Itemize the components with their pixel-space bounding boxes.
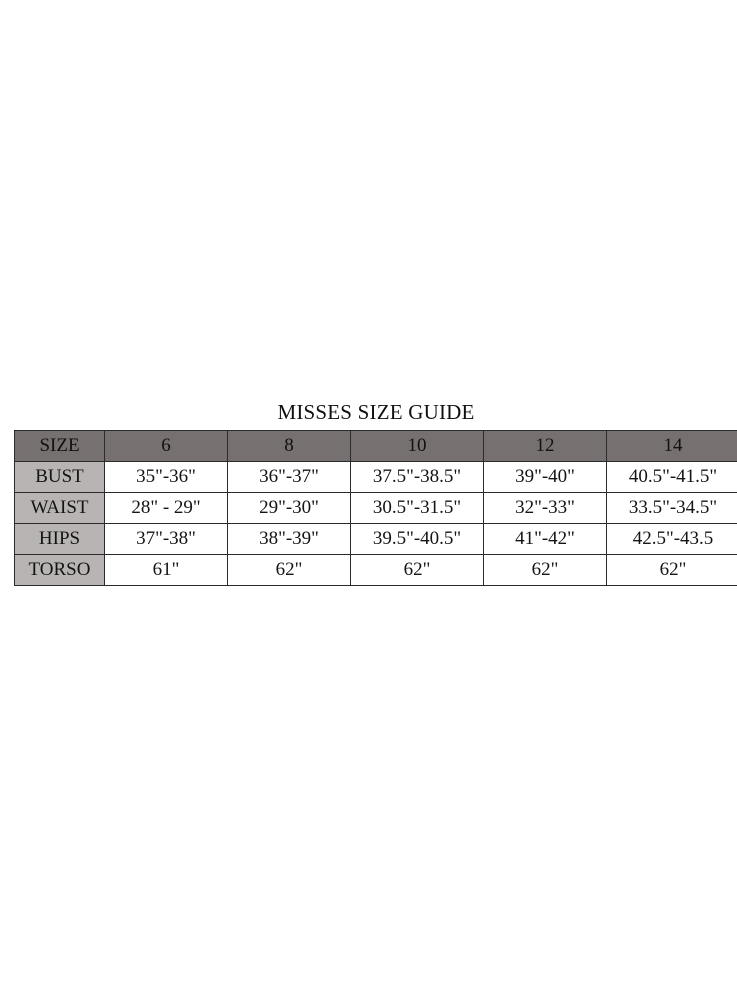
cell-bust-14: 40.5"-41.5"	[607, 462, 737, 493]
cell-torso-12: 62"	[484, 555, 607, 586]
page-title: MISSES SIZE GUIDE	[277, 400, 475, 424]
cell-torso-6: 61"	[105, 555, 228, 586]
cell-waist-8: 29"-30"	[228, 493, 351, 524]
table-row	[15, 462, 737, 493]
row-label-torso: TORSO	[15, 555, 105, 586]
cell-torso-10: 62"	[351, 555, 484, 586]
header-cell-8: 8	[228, 431, 351, 462]
table-row	[15, 493, 737, 524]
header-cell-14: 14	[607, 431, 737, 462]
cell-bust-8: 36"-37"	[228, 462, 351, 493]
table-header-row	[15, 431, 737, 462]
cell-waist-10: 30.5"-31.5"	[351, 493, 484, 524]
table-row	[15, 555, 737, 586]
size-guide-table	[14, 430, 737, 586]
cell-bust-12: 39"-40"	[484, 462, 607, 493]
cell-waist-12: 32"-33"	[484, 493, 607, 524]
table-row	[15, 524, 737, 555]
cell-waist-14: 33.5"-34.5"	[607, 493, 737, 524]
header-cell-6: 6	[105, 431, 228, 462]
row-label-waist: WAIST	[15, 493, 105, 524]
cell-hips-12: 41"-42"	[484, 524, 607, 555]
cell-bust-6: 35"-36"	[105, 462, 228, 493]
cell-hips-14: 42.5"-43.5	[607, 524, 737, 555]
row-label-bust: BUST	[15, 462, 105, 493]
cell-waist-6: 28" - 29"	[105, 493, 228, 524]
header-cell-12: 12	[484, 431, 607, 462]
cell-torso-14: 62"	[607, 555, 737, 586]
cell-hips-10: 39.5"-40.5"	[351, 524, 484, 555]
header-cell-10: 10	[351, 431, 484, 462]
cell-hips-6: 37"-38"	[105, 524, 228, 555]
size-guide-container	[14, 400, 723, 586]
header-cell-size: SIZE	[15, 431, 105, 462]
row-label-hips: HIPS	[15, 524, 105, 555]
cell-bust-10: 37.5"-38.5"	[351, 462, 484, 493]
cell-torso-8: 62"	[228, 555, 351, 586]
cell-hips-8: 38"-39"	[228, 524, 351, 555]
